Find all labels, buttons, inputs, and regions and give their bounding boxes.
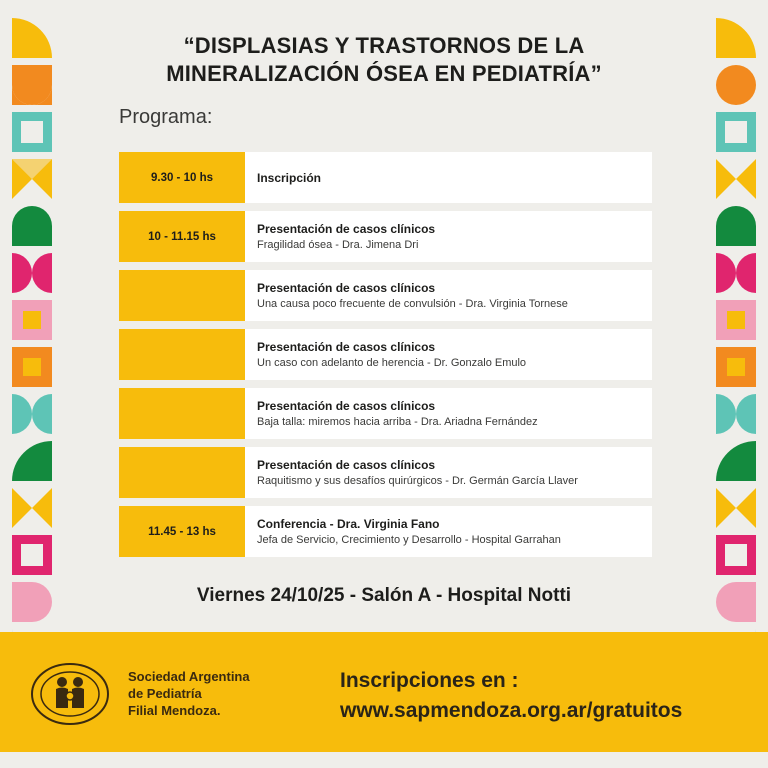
schedule-row [119,152,652,203]
deco-teal-square-icon [12,112,52,152]
deco-pink-square-icon [12,300,52,340]
deco-orange-square-icon [12,347,52,387]
schedule-time: 9.30 - 10 hs [119,152,245,203]
schedule-time [119,388,245,439]
deco-orange-square-r-icon [716,347,756,387]
deco-magenta-bowtie-icon [12,253,52,293]
deco-green-quarter-icon [12,441,52,481]
deco-magenta-bowtie-r-icon [716,253,756,293]
schedule-row [119,329,652,380]
schedule-head: Presentación de casos clínicos [257,221,436,236]
schedule-content [245,270,652,321]
schedule-content [245,506,652,557]
deco-pink-half-icon [12,582,52,622]
event-date-location: Viernes 24/10/25 - Salón A - Hospital Notti [196,585,572,606]
org-line-1: Sociedad Argentina [128,669,250,684]
schedule-sub: Baja talla: miremos hacia arriba - Dra. Ariadna Fernández [257,415,538,428]
sap-logo-icon [30,662,110,726]
schedule-sub: Una causa poco frecuente de convulsión - Dra. Virginia Tornese [257,297,568,310]
schedule-head: Presentación de casos clínicos [257,398,436,413]
schedule-time [119,447,245,498]
deco-teal-bowtie-icon [12,394,52,434]
schedule-time: 10 - 11.15 hs [119,211,245,262]
org-line-3: Filial Mendoza. [128,703,221,718]
deco-magenta-square-r-icon [716,535,756,575]
organization-name [128,668,250,719]
event-title [100,32,668,88]
bottom-strip [0,752,768,768]
deco-green-half-icon [12,206,52,246]
org-line-2: de Pediatría [128,686,202,701]
schedule-row [119,506,652,557]
right-decoration [716,18,756,676]
schedule-row [119,211,652,262]
schedule-content [245,152,652,203]
schedule-content [245,447,652,498]
schedule-row [119,388,652,439]
deco-magenta-square-icon [12,535,52,575]
schedule-content [245,211,652,262]
schedule-sub: Fragilidad ósea - Dra. Jimena Dri [257,238,419,251]
deco-orange-circle-r-icon [716,65,756,105]
left-decoration [12,18,52,676]
inscriptions-block [340,666,682,726]
inscriptions-url[interactable]: www.sapmendoza.org.ar/gratuitos [340,699,683,722]
schedule-time [119,270,245,321]
deco-yellow-bowtie-2-r-icon [716,488,756,528]
deco-yellow-bowtie-2-icon [12,488,52,528]
schedule-sub: Un caso con adelanto de herencia - Dr. Gonzalo Emulo [257,356,527,369]
schedule-head: Presentación de casos clínicos [257,339,436,354]
deco-orange-half-icon [12,65,52,105]
program-label: Programa: [119,106,213,128]
schedule-head: Presentación de casos clínicos [257,457,436,472]
schedule-table [119,152,652,565]
schedule-head: Conferencia - Dra. Virginia Fano [257,516,440,531]
deco-pink-square-r-icon [716,300,756,340]
deco-yellow-bowtie-icon [12,159,52,199]
schedule-head: Presentación de casos clínicos [257,280,436,295]
schedule-head: Inscripción [257,170,322,185]
deco-green-quarter-r-icon [716,441,756,481]
schedule-time: 11.45 - 13 hs [119,506,245,557]
deco-yellow-quarter-r-icon [716,18,756,58]
schedule-content [245,388,652,439]
deco-green-half-r-icon [716,206,756,246]
deco-pink-half-r-icon [716,582,756,622]
inscriptions-label: Inscripciones en : [340,669,519,692]
footer [0,632,768,752]
title-line-2: MINERALIZACIÓN ÓSEA EN PEDIATRÍA” [166,61,602,86]
schedule-time [119,329,245,380]
schedule-row [119,270,652,321]
schedule-content [245,329,652,380]
deco-yellow-bowtie-r-icon [716,159,756,199]
schedule-row [119,447,652,498]
schedule-sub: Raquitismo y sus desafíos quirúrgicos - Dr. Germán García Llaver [257,474,578,487]
schedule-sub: Jefa de Servicio, Crecimiento y Desarrollo - Hospital Garrahan [257,533,561,546]
deco-teal-bowtie-r-icon [716,394,756,434]
deco-teal-square-r-icon [716,112,756,152]
deco-yellow-quarter-icon [12,18,52,58]
title-line-1: “DISPLASIAS Y TRASTORNOS DE LA [183,33,585,58]
